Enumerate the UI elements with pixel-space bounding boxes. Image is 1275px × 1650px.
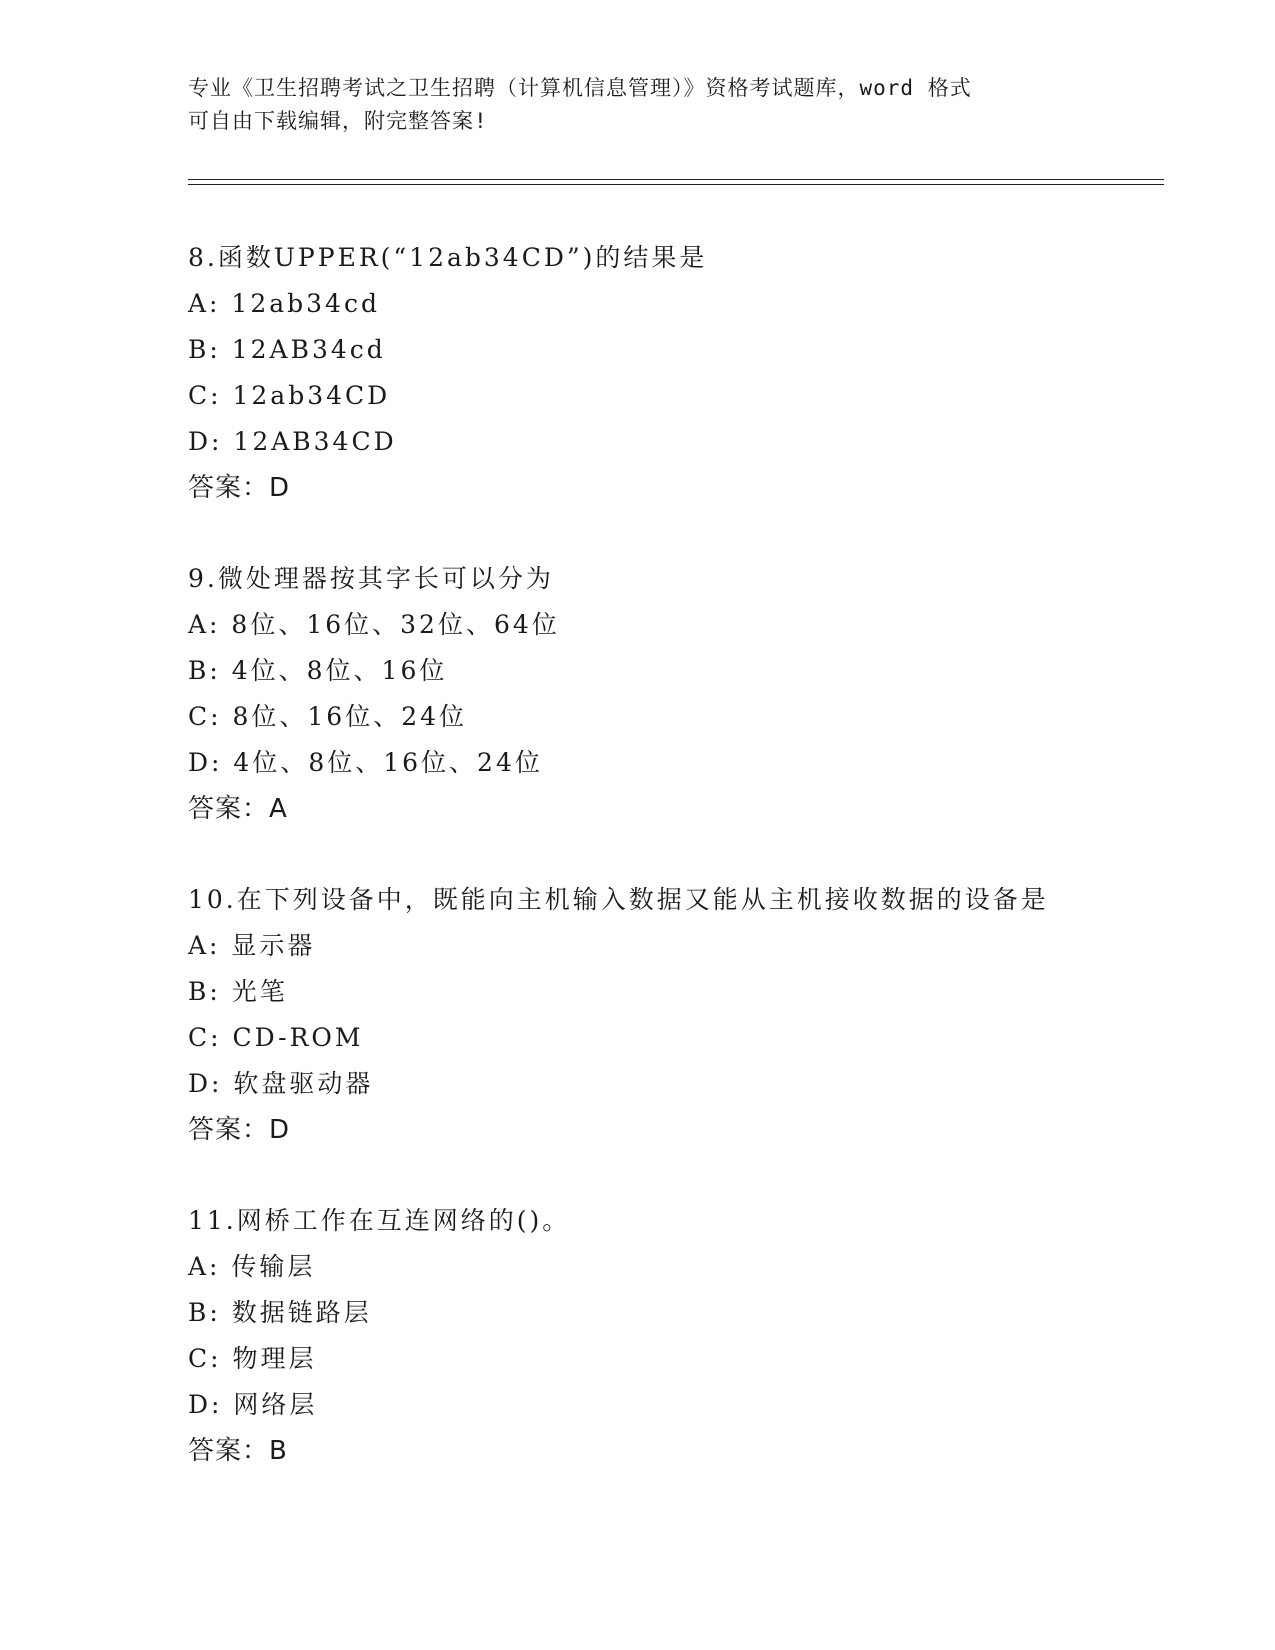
- option-c: C: CD-ROM: [188, 1023, 364, 1052]
- option-a: A: 12ab34cd: [188, 289, 380, 318]
- option-c: C: 12ab34CD: [188, 381, 391, 410]
- header-line-1: 专业《卫生招聘考试之卫生招聘（计算机信息管理）》资格考试题库，word 格式: [188, 76, 972, 100]
- option-a: A: 8位、16位、32位、64位: [188, 610, 560, 639]
- option-d: D: 4位、8位、16位、24位: [188, 748, 543, 777]
- answer-line: 答案：D: [188, 473, 291, 503]
- document-header-note: [188, 72, 1088, 138]
- option-a: A: 显示器: [188, 931, 316, 960]
- question-block-10: [188, 877, 1168, 1153]
- option-c: C: 物理层: [188, 1344, 317, 1373]
- option-c: C: 8位、16位、24位: [188, 702, 468, 731]
- option-a: A: 传输层: [188, 1252, 316, 1281]
- question-stem: 10.在下列设备中，既能向主机输入数据又能从主机接收数据的设备是: [188, 885, 1049, 914]
- option-d: D: 软盘驱动器: [188, 1069, 374, 1098]
- question-stem: 11.网桥工作在互连网络的()。: [188, 1206, 571, 1235]
- header-divider-bottom: [188, 184, 1164, 185]
- header-divider-top: [188, 179, 1164, 180]
- option-b: B: 4位、8位、16位: [188, 656, 448, 685]
- question-stem: 9.微处理器按其字长可以分为: [188, 564, 554, 593]
- option-b: B: 12AB34cd: [188, 335, 386, 364]
- option-d: D: 12AB34CD: [188, 427, 397, 456]
- question-block-8: [188, 235, 1168, 511]
- option-b: B: 数据链路层: [188, 1298, 372, 1327]
- question-block-9: [188, 556, 1168, 832]
- option-b: B: 光笔: [188, 977, 288, 1006]
- question-block-11: [188, 1198, 1168, 1474]
- header-line-2: 可自由下载编辑，附完整答案!: [188, 109, 488, 133]
- answer-line: 答案：A: [188, 794, 288, 824]
- question-stem: 8.函数UPPER(“12ab34CD”)的结果是: [188, 243, 708, 272]
- option-d: D: 网络层: [188, 1390, 318, 1419]
- answer-line: 答案：D: [188, 1115, 291, 1145]
- answer-line: 答案：B: [188, 1436, 288, 1466]
